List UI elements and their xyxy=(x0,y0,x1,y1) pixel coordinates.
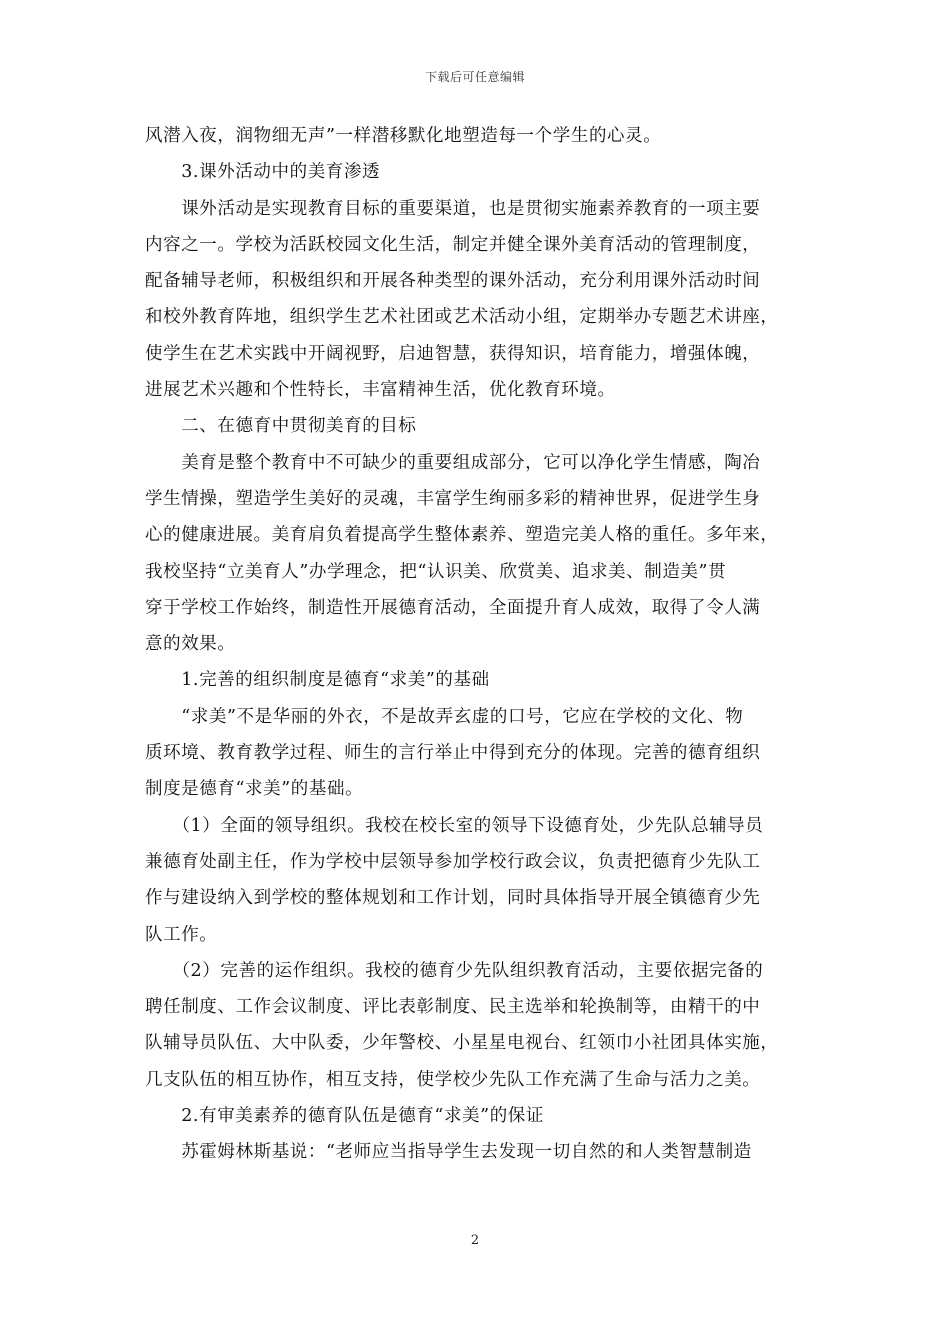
text-line: 二、在德育中贯彻美育的目标 xyxy=(145,416,417,437)
text-line: 制度是德育“求美”的基础。 xyxy=(145,779,364,800)
text-line: 学生情操，塑造学生美好的灵魂，丰富学生绚丽多彩的精神世界，促进学生身 xyxy=(145,488,761,509)
text-line: 美育是整个教育中不可缺少的重要组成部分，它可以净化学生情感，陶冶 xyxy=(145,452,761,473)
text-line: （2）完善的运作组织。我校的德育少先队组织教育活动，主要依据完备的 xyxy=(145,960,764,981)
text-line: 使学生在艺术实践中开阔视野，启迪智慧，获得知识，培育能力，增强体魄， xyxy=(145,343,761,364)
text-line: 风潜入夜，润物细无声”一样潜移默化地塑造每一个学生的心灵。 xyxy=(145,126,662,146)
text-line: 2.有审美素养的德育队伍是德育“求美”的保证 xyxy=(145,1106,544,1127)
text-line: 进展艺术兴趣和个性特长，丰富精神生活，优化教育环境。 xyxy=(145,380,616,401)
text-line: 1.完善的组织制度是德育“求美”的基础 xyxy=(145,670,490,691)
text-line: （1）全面的领导组织。我校在校长室的领导下设德育处，少先队总辅导员 xyxy=(145,815,764,836)
text-line: 质环境、教育教学过程、师生的言行举止中得到充分的体现。完善的德育组织 xyxy=(145,743,761,764)
page-number: 2 xyxy=(470,1233,480,1248)
text-line: 穿于学校工作始终，制造性开展德育活动，全面提升育人成效，取得了令人满 xyxy=(145,597,761,618)
text-line: 课外活动是实现教育目标的重要渠道，也是贯彻实施素养教育的一项主要 xyxy=(145,198,761,219)
text-line: 聘任制度、工作会议制度、评比表彰制度、民主选举和轮换制等，由精干的中 xyxy=(145,997,761,1018)
text-line: 内容之一。学校为活跃校园文化生活，制定并健全课外美育活动的管理制度， xyxy=(145,234,761,255)
text-line: 我校坚持“立美育人”办学理念，把“认识美、欣赏美、追求美、制造美”贯 xyxy=(145,561,727,582)
text-line: 队工作。 xyxy=(145,924,218,945)
text-line: 心的健康进展。美育肩负着提高学生整体素养、塑造完美人格的重任。多年来， xyxy=(145,525,779,546)
text-line: “求美”不是华丽的外衣，不是故弄玄虚的口号，它应在学校的文化、物 xyxy=(145,706,744,727)
text-line: 兼德育处副主任，作为学校中层领导参加学校行政会议，负责把德育少先队工 xyxy=(145,851,761,872)
text-line: 队辅导员队伍、大中队委，少年警校、小星星电视台、红领巾小社团具体实施， xyxy=(145,1033,779,1054)
text-line: 配备辅导老师，积极组织和开展各种类型的课外活动，充分利用课外活动时间 xyxy=(145,271,761,292)
text-line: 和校外教育阵地，组织学生艺术社团或艺术活动小组，定期举办专题艺术讲座， xyxy=(145,307,779,328)
text-line: 苏霍姆林斯基说：“老师应当指导学生去发现一切自然的和人类智慧制造 xyxy=(145,1142,752,1163)
text-line: 作与建设纳入到学校的整体规划和工作计划，同时具体指导开展全镇德育少先 xyxy=(145,888,761,909)
text-line: 意的效果。 xyxy=(145,634,236,655)
page-header: 下载后可任意编辑 xyxy=(424,70,525,84)
body-text xyxy=(145,118,810,1171)
text-line: 3.课外活动中的美育渗透 xyxy=(145,162,381,183)
text-line: 几支队伍的相互协作，相互支持，使学校少先队工作充满了生命与活力之美。 xyxy=(145,1069,761,1090)
